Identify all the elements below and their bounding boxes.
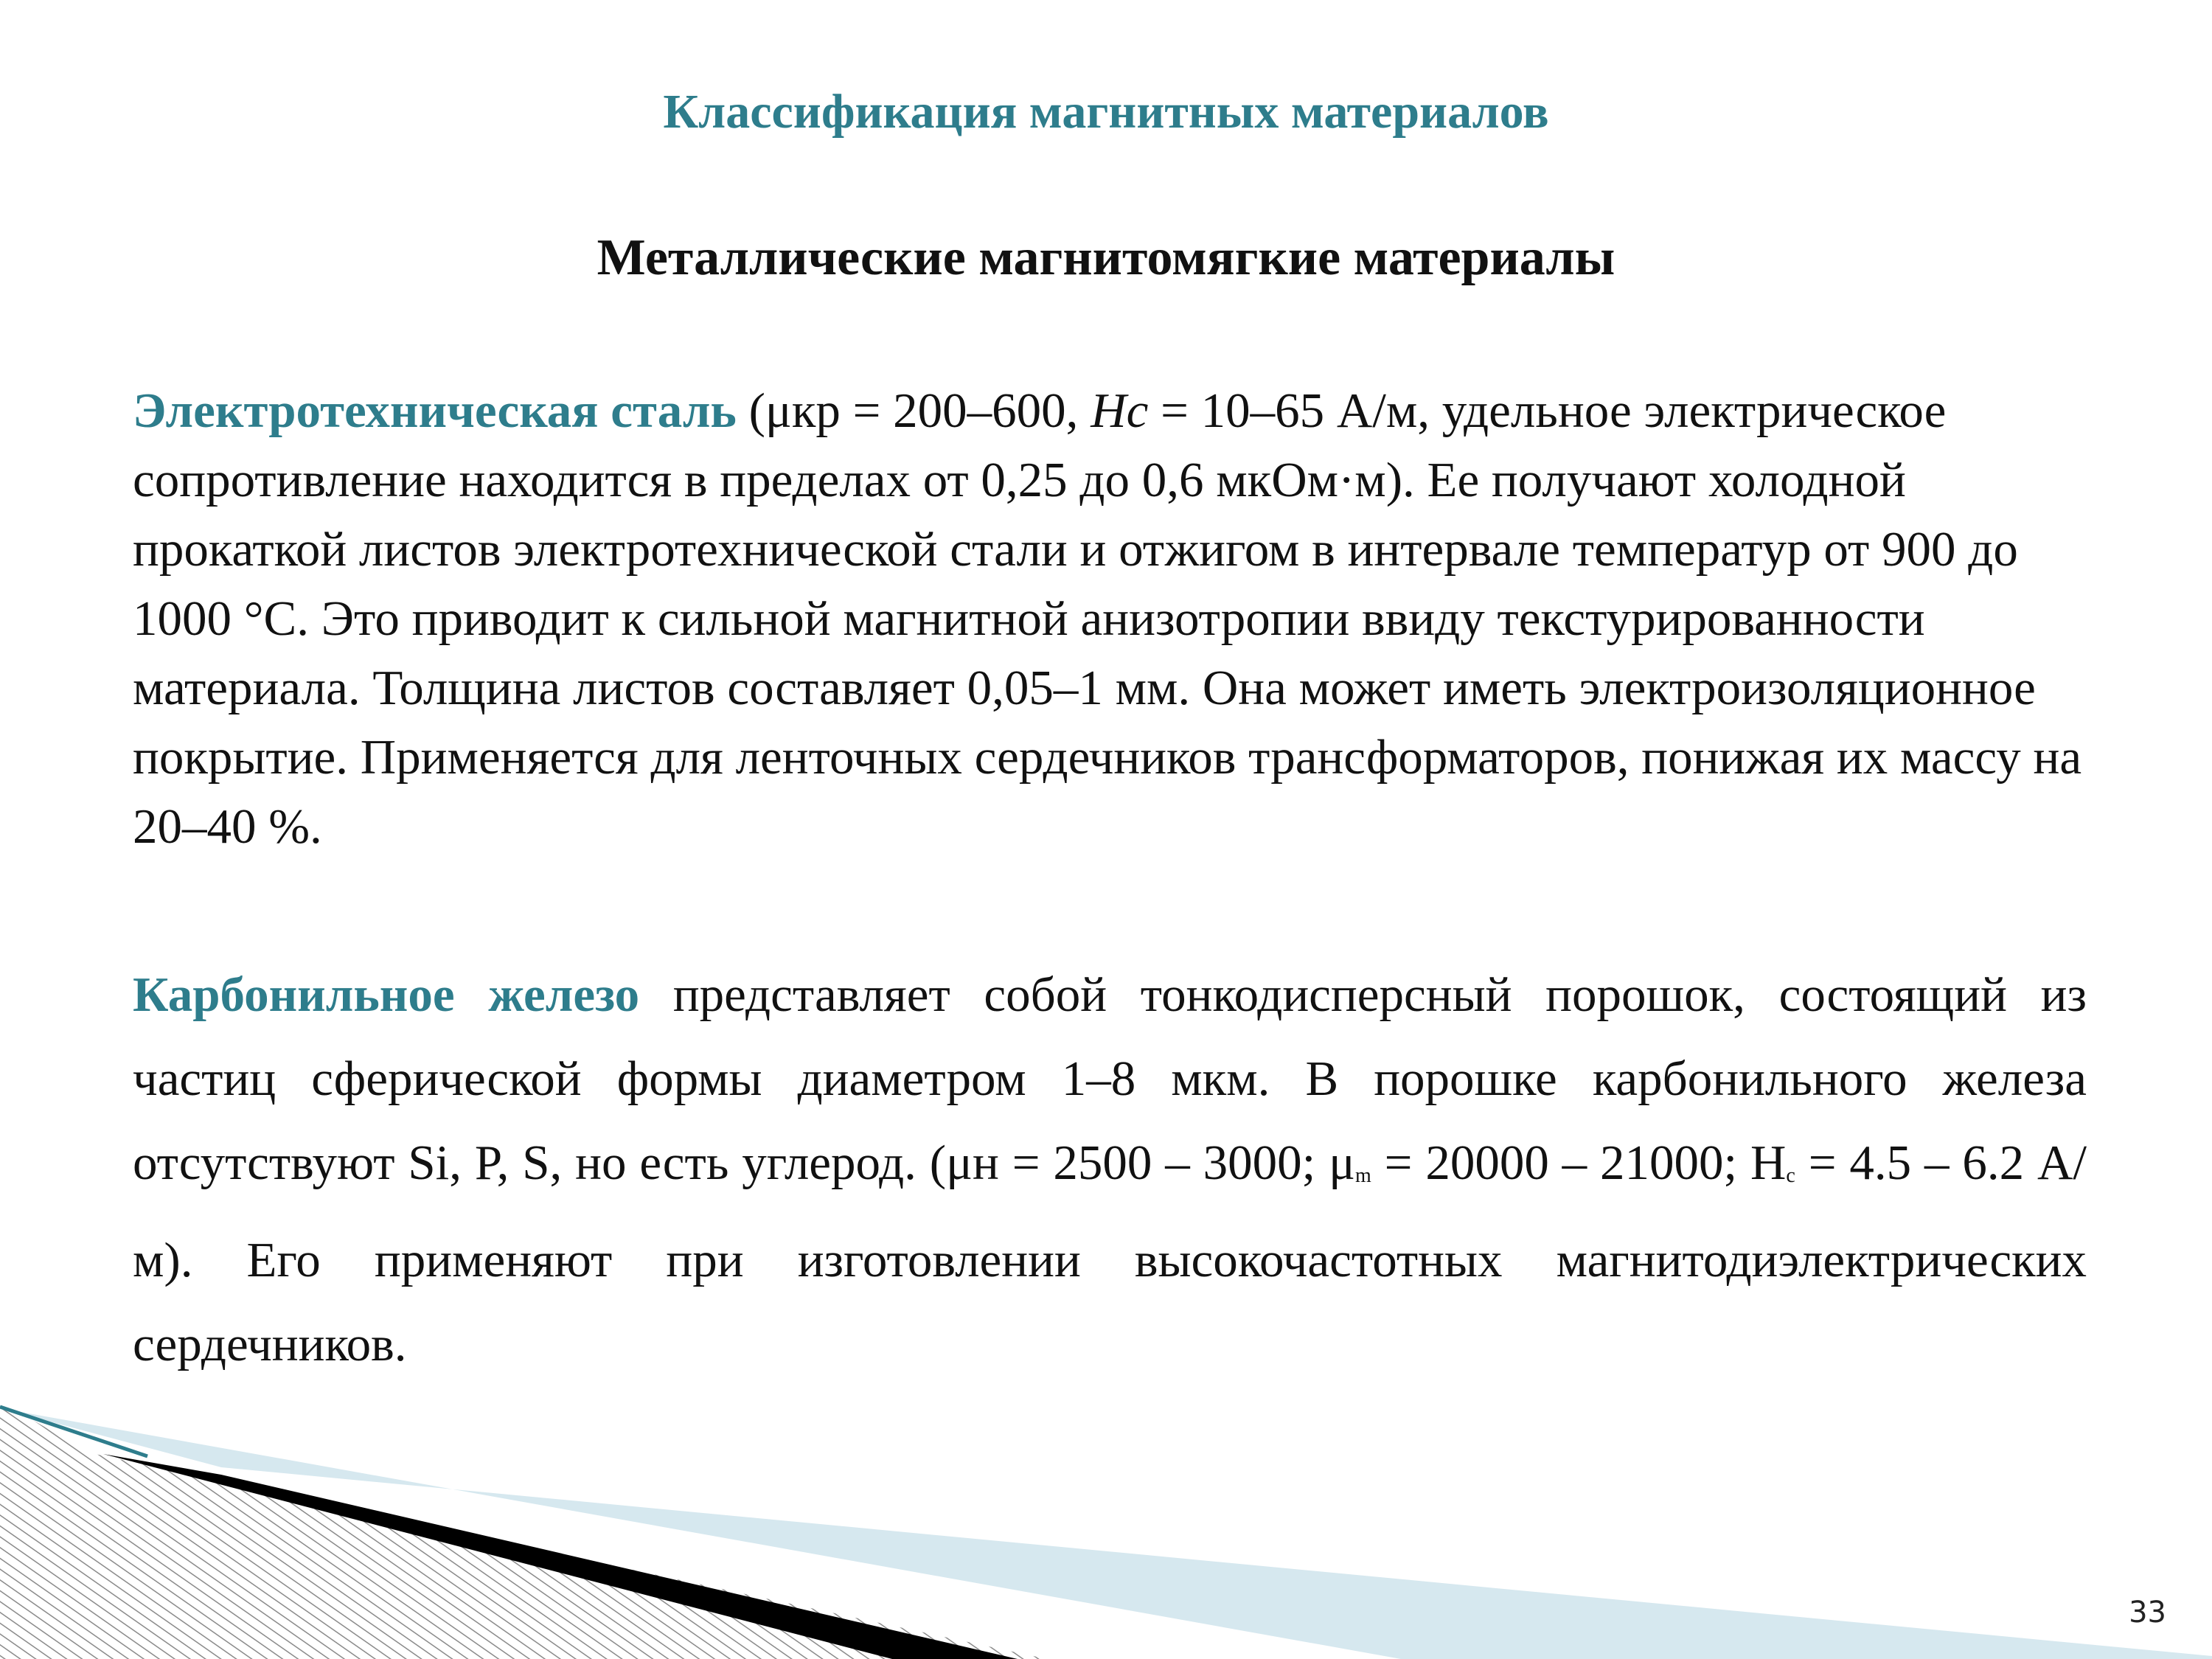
slide-subtitle: Металлические магнитомягкие материалы [597, 229, 1615, 286]
paragraph-electrical-steel [133, 376, 2087, 861]
para1-text-1: (μкр = 200–600, [736, 383, 1091, 438]
para2-sub-m: m [1355, 1164, 1371, 1187]
term-electrical-steel: Электротехническая сталь [133, 383, 737, 438]
para1-hc: Hc [1091, 383, 1149, 438]
slide-title: Классификация магнитных материалов [663, 85, 1549, 139]
para2-sub-c: c [1786, 1164, 1795, 1187]
paragraph-carbonyl-iron [133, 953, 2087, 1386]
decorative-corner-graphic [0, 1386, 2212, 1659]
para2-text-1: представляет собой тонкодисперсный порошок, состоящий из частиц сферической формы диаметром 1–8 мкм. В порошке карбонильного железа отсутствуют Si, P, S, но есть углерод. (μн = 2500 – 3000; μ [133, 967, 2087, 1190]
para1-text-2: = 10–65 А/м, удельное электрическое сопротивление находится в пределах от 0,25 до 0,6 мкОм·м). Ее получают холодной прокаткой листов электротехнической стали и отжигом в интервале температур от 900 до 1000 °С. Это приводит к сильной магнитной анизотропии ввиду текстурированности материала. Толщина листов составляет 0,05–1 мм. Она может иметь электроизоляционное покрытие. Применяется для ленточных сердечников трансформаторов, понижая их массу на 20–40 %. [133, 383, 2082, 854]
term-carbonyl-iron: Карбонильное железо [133, 967, 640, 1022]
para2-text-3: = 4.5 – 6.2 А/м). Его применяют при изготовлении высокочастотных магнитодиэлектрических сердечников. [133, 1135, 2087, 1371]
para2-text-2: = 20000 – 21000; H [1371, 1135, 1787, 1190]
page-number: 33 [2129, 1596, 2166, 1630]
